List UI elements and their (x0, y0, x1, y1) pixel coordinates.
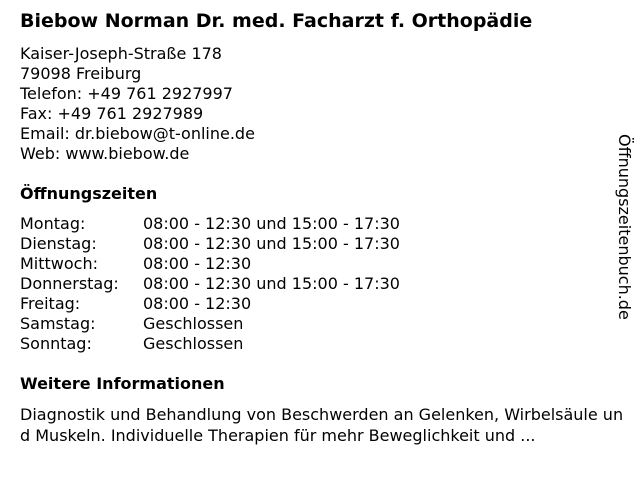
hours-row (20, 214, 400, 234)
time-value: Geschlossen (143, 334, 244, 353)
contact-block (20, 44, 255, 164)
street-address: Kaiser-Joseph-Straße 178 (20, 44, 222, 63)
hours-row (20, 334, 400, 354)
time-value: 08:00 - 12:30 und 15:00 - 17:30 (143, 274, 400, 293)
hours-heading: Öffnungszeiten (20, 184, 158, 203)
fax-number: Fax: +49 761 2927989 (20, 104, 204, 123)
hours-row (20, 254, 400, 274)
day-label: Donnerstag: (20, 274, 119, 293)
time-value: 08:00 - 12:30 (143, 294, 252, 313)
info-heading: Weitere Informationen (20, 374, 225, 393)
site-watermark-label: Öffnungszeitenbuch.de (615, 134, 634, 320)
day-label: Sonntag: (20, 334, 92, 353)
hours-row (20, 274, 400, 294)
time-value: 08:00 - 12:30 und 15:00 - 17:30 (143, 234, 400, 253)
phone-number: Telefon: +49 761 2927997 (20, 84, 233, 103)
hours-row (20, 294, 400, 314)
email-address: Email: dr.biebow@t-online.de (20, 124, 255, 143)
day-label: Samstag: (20, 314, 96, 333)
city-address: 79098 Freiburg (20, 64, 142, 83)
day-label: Freitag: (20, 294, 81, 313)
day-label: Montag: (20, 214, 86, 233)
opening-hours-table (20, 214, 400, 354)
hours-row (20, 314, 400, 334)
day-label: Dienstag: (20, 234, 97, 253)
day-label: Mittwoch: (20, 254, 98, 273)
time-value: 08:00 - 12:30 und 15:00 - 17:30 (143, 214, 400, 233)
hours-row (20, 234, 400, 254)
practice-title: Biebow Norman Dr. med. Facharzt f. Orthopädie (20, 10, 533, 32)
info-text: Diagnostik und Behandlung von Beschwerden an Gelenken, Wirbelsäule und Muskeln. Individuelle Therapien für mehr Beweglichkeit und ... (20, 405, 624, 445)
time-value: Geschlossen (143, 314, 244, 333)
website: Web: www.biebow.de (20, 144, 190, 163)
time-value: 08:00 - 12:30 (143, 254, 252, 273)
